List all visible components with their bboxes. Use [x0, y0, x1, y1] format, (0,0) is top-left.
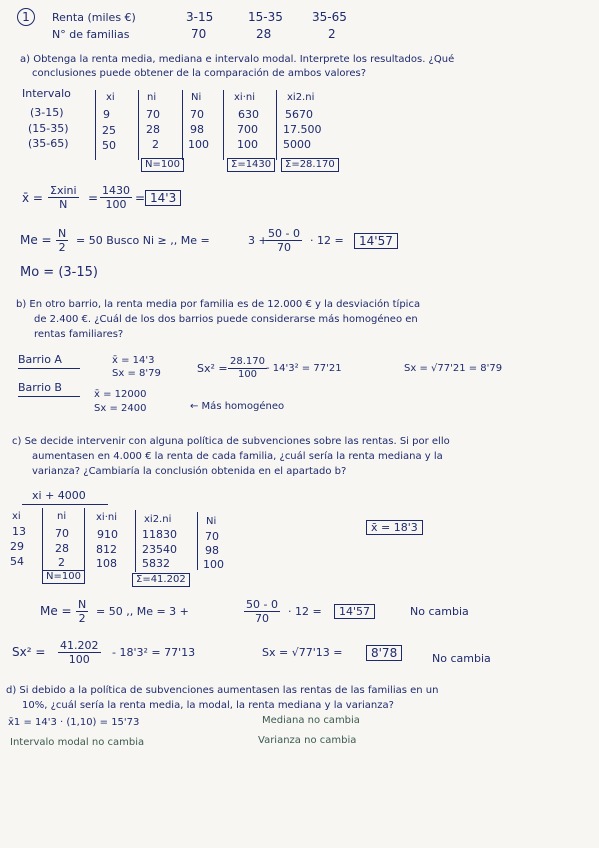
table-a-header-xi2ni: xi2.ni	[287, 92, 315, 103]
table-c-cell: 2	[58, 556, 65, 569]
table-a-cell: 5670	[285, 108, 313, 121]
table-a-cell: 5000	[283, 138, 311, 151]
barrio-a-underline	[18, 368, 80, 369]
header-range-3: 35-65	[312, 10, 347, 24]
part-b-b-note: ← Más homogéneo	[190, 401, 285, 412]
table-c-cell: 11830	[142, 528, 177, 541]
part-b-prompt-line1: b) En otro barrio, la renta media por familia es de 12.000 € y la desviación típica	[16, 299, 421, 310]
table-a-divider	[95, 90, 96, 160]
part-b-b-mean: x̄ = 12000	[94, 389, 147, 400]
header-row1-label: Renta (miles €)	[52, 11, 136, 24]
shift-label-underline	[22, 504, 108, 505]
table-a-cell: 50	[102, 139, 116, 152]
table-c-cell: 13	[12, 525, 26, 538]
table-a-cell: (35-65)	[28, 137, 69, 150]
table-a-cell: 100	[188, 138, 209, 151]
part-c-median-note: No cambia	[410, 605, 469, 618]
part-a-prompt-line2: conclusiones puede obtener de la comparación de ambos valores?	[32, 68, 367, 79]
table-c-cell: 70	[205, 530, 219, 543]
part-b-prompt-line2: de 2.400 €. ¿Cuál de los dos barrios puede considerarse más homogéneo en	[34, 314, 418, 325]
part-d-median-note: Mediana no cambia	[262, 715, 360, 726]
part-a-median-result: 14'57	[354, 233, 398, 249]
table-c-cell: 98	[205, 544, 219, 557]
header-range-2: 15-35	[248, 10, 283, 24]
part-d-prompt-line2: 10%, ¿cuál sería la renta media, la modal, la renta mediana y la varianza?	[22, 700, 394, 711]
table-a-header-ni: ni	[147, 92, 157, 103]
problem-number: 1	[17, 8, 35, 26]
table-c-cell: 23540	[142, 543, 177, 556]
table-c-total-xi2ni: Σ=41.202	[132, 573, 190, 587]
part-c-median-fraction: $\frac{N}{2}$	[78, 598, 87, 625]
header-range-1: 3-15	[186, 10, 214, 24]
header-count-1: 70	[191, 27, 207, 41]
table-c-header-ni: ni	[57, 511, 67, 522]
table-c-cell: 812	[96, 543, 117, 556]
part-b-sx2-tail: - 14'3² = 77'21	[266, 363, 342, 374]
part-b-a-mean: x̄ = 14'3	[112, 355, 155, 366]
part-b-b-sd: Sx = 2400	[94, 403, 147, 414]
table-a-cell: (3-15)	[30, 106, 64, 119]
table-a-cell: 25	[102, 124, 116, 137]
part-a-median-fraction2: $\frac{50 - 0}{70}$	[268, 227, 300, 254]
table-a-divider	[276, 90, 277, 160]
part-d-var-note: Varianza no cambia	[258, 735, 357, 746]
table-c-divider	[135, 510, 136, 572]
table-c-cell: 54	[10, 555, 24, 568]
table-a-cell: 100	[237, 138, 258, 151]
header-count-3: 2	[328, 27, 336, 41]
part-a-median-text: = 50 Busco Ni ≥ ,, Me =	[76, 234, 210, 247]
part-d-mean-calc: x̄1 = 14'3 · (1,10) = 15'73	[8, 717, 140, 728]
table-c-cell: 29	[10, 540, 24, 553]
barrio-b-underline	[18, 396, 80, 397]
table-a-cell: 70	[146, 108, 160, 121]
table-a-cell: 17.500	[283, 123, 322, 136]
part-b-prompt-line3: rentas familiares?	[34, 329, 124, 340]
table-c-header-Ni: Ni	[206, 516, 217, 527]
table-a-header-Ni: Ni	[191, 92, 202, 103]
table-c-header-xi2ni: xi2.ni	[144, 514, 172, 525]
part-c-sd-text: Sx = √77'13 =	[262, 646, 343, 659]
table-a-total-n: N=100	[141, 158, 184, 172]
part-a-mean-fraction: Σxini N	[50, 184, 77, 211]
table-a-cell: 630	[238, 108, 259, 121]
part-a-prompt-line1: a) Obtenga la renta media, mediana e intervalo modal. Interprete los resultados. ¿Qué	[20, 54, 455, 65]
table-a-header-xini: xi·ni	[234, 92, 255, 103]
table-a-cell: 9	[103, 108, 110, 121]
table-c-cell: 70	[55, 527, 69, 540]
part-a-median-tail: · 12 =	[310, 234, 344, 247]
part-c-prompt-line1: c) Se decide intervenir con alguna política de subvenciones sobre las rentas. Si por ello	[12, 436, 450, 447]
table-c-divider	[42, 508, 43, 570]
part-c-median-mid: = 50 ,, Me = 3 +	[96, 605, 189, 618]
part-c-median-fraction2: $\frac{50 - 0}{70}$	[246, 598, 278, 625]
table-c-divider	[84, 508, 85, 570]
part-c-prompt-line3: varianza? ¿Cambiaría la conclusión obtenida en el apartado b?	[32, 466, 347, 477]
table-a-cell: 98	[190, 123, 204, 136]
table-c-cell: 910	[97, 528, 118, 541]
table-a-divider	[138, 90, 139, 160]
table-a-header-intervalo: Intervalo	[22, 87, 71, 100]
part-c-median-lhs: Me =	[40, 604, 72, 618]
part-a-mean-eq1: =	[88, 191, 99, 205]
table-c-cell: 28	[55, 542, 69, 555]
table-c-cell: 100	[203, 558, 224, 571]
header-row2-label: N° de familias	[52, 28, 130, 41]
part-a-mean-lhs: x̄ =	[22, 191, 43, 205]
part-b-sx-sqrt: Sx = √77'21 = 8'79	[404, 363, 503, 374]
part-c-var-lhs: Sx² =	[12, 645, 46, 659]
table-a-cell: 700	[237, 123, 258, 136]
part-a-mean-fraction2: $\frac{1430}{100}$	[102, 184, 130, 211]
table-a-header-xi: xi	[106, 92, 115, 103]
part-a-median-expr: 3 +	[248, 234, 268, 247]
part-a-median-fraction: $\frac{N}{2}$	[58, 227, 67, 254]
table-c-total-n: N=100	[42, 570, 85, 584]
table-a-cell: 28	[146, 123, 160, 136]
part-b-a-sd: Sx = 8'79	[112, 368, 161, 379]
part-a-mean-eq2: =	[135, 191, 146, 205]
part-c-prompt-line2: aumentasen en 4.000 € la renta de cada familia, ¿cuál sería la renta mediana y la	[32, 451, 443, 462]
part-c-var-fraction: $\frac{41.202}{100}$	[60, 639, 99, 666]
header-count-2: 28	[256, 27, 272, 41]
part-d-modal-note: Intervalo modal no cambia	[10, 737, 145, 748]
table-a-divider	[182, 90, 183, 160]
part-c-median-tail: · 12 =	[288, 605, 322, 618]
part-c-mean-box: x̄ = 18'3	[366, 520, 423, 535]
table-c-header-xi: xi	[12, 511, 21, 522]
part-b-sx2-lhs: Sx² =	[197, 362, 228, 375]
table-a-total-xini: Σ=1430	[227, 158, 275, 172]
part-c-sd-note: No cambia	[432, 652, 491, 665]
part-c-var-tail: - 18'3² = 77'13	[112, 646, 196, 659]
table-c-divider	[197, 512, 198, 570]
table-c-cell: 108	[96, 557, 117, 570]
part-c-sd-result: 8'78	[366, 645, 402, 661]
part-b-sx2-fraction: $\frac{28.170}{100}$	[230, 356, 265, 380]
part-b-barrio-b: Barrio B	[18, 381, 62, 394]
table-a-cell: (15-35)	[28, 122, 69, 135]
part-a-median-lhs: Me =	[20, 233, 52, 247]
table-a-cell: 2	[152, 138, 159, 151]
table-c-cell: 5832	[142, 557, 170, 570]
part-a-mean-result: 14'3	[145, 190, 181, 206]
table-a-cell: 70	[190, 108, 204, 121]
part-d-prompt-line1: d) Si debido a la política de subvenciones aumentasen las rentas de las familias en un	[6, 685, 439, 696]
part-a-mode: Mo = (3-15)	[20, 265, 98, 280]
table-c-header-xini: xi·ni	[96, 512, 117, 523]
table-a-total-xi2ni: Σ=28.170	[281, 158, 339, 172]
table-a-divider	[223, 90, 224, 160]
part-b-barrio-a: Barrio A	[18, 353, 62, 366]
part-c-median-result: 14'57	[334, 604, 375, 619]
part-c-shift-label: xi + 4000	[32, 489, 86, 502]
